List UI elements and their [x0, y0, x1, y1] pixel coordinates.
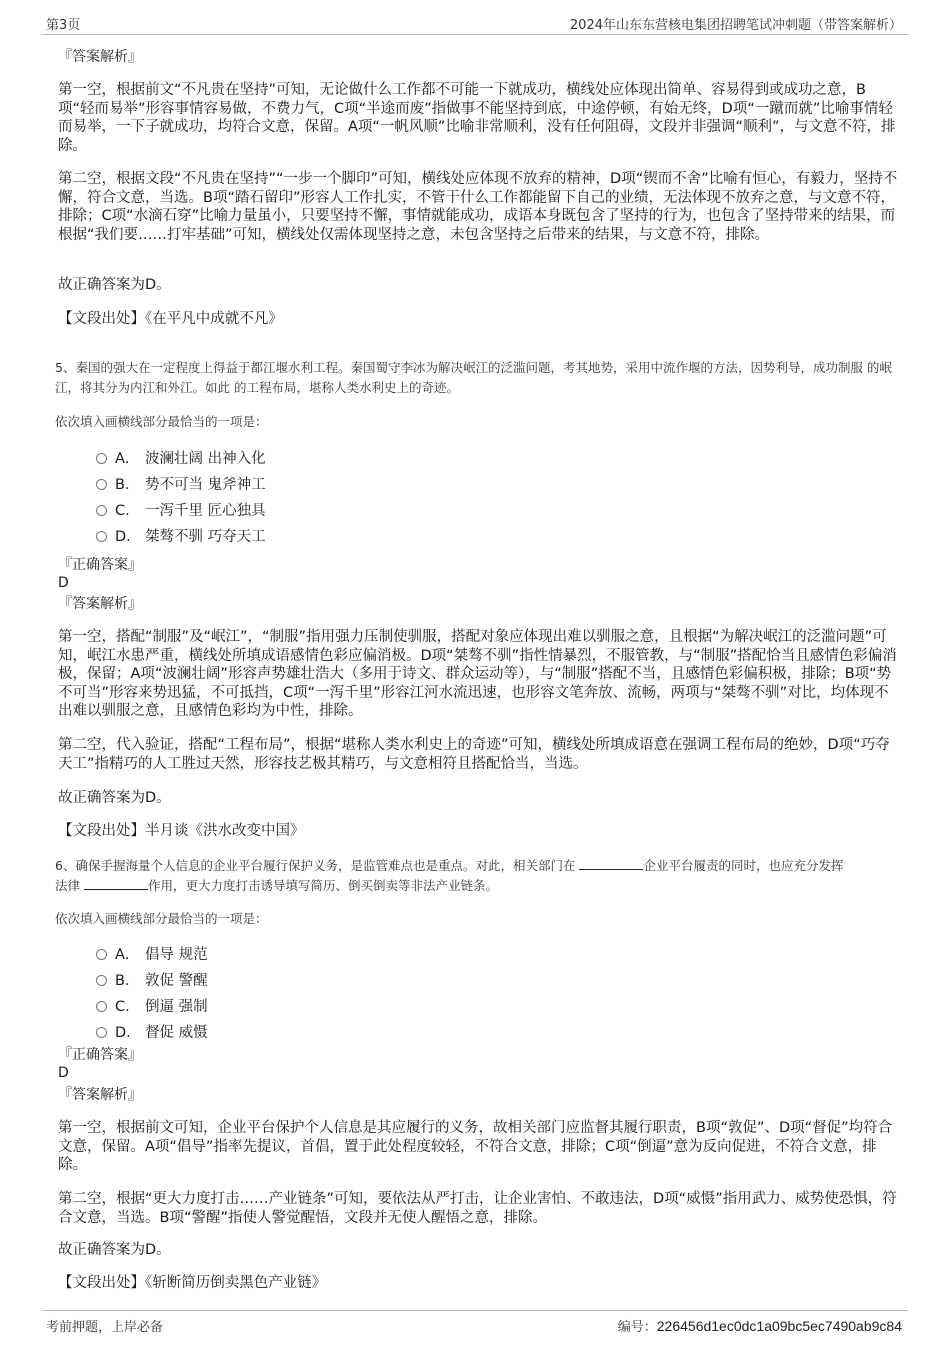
analysis-paragraph: 第一空，根据前文“不凡贵在坚持”可知，无论做什么工作都不可能一下就成功，横线处应体现出简单、容易得到或成功之意，B项“轻而易举”形容事情容易做，不费力气，C项“半途而废”指做事不能坚持到底，中途停顿，有始无终，D项“一蹴而就”比喻事情轻而易举，一下子就成功，均符合文意，保留。A项“一帆风顺”比喻非常顺利，没有任何阻碍，文段并非强调“顺利”，与文意不符，排除。 — [58, 82, 896, 154]
analysis-label: 『答案解析』 — [58, 49, 142, 65]
answer-conclusion: 故正确答案为D。 — [58, 790, 171, 806]
radio-button[interactable] — [96, 505, 107, 516]
fill-blank — [579, 857, 643, 870]
question-stem: 5、秦国的强大在一定程度上得益于都江堰水利工程。秦国蜀守李冰为解决岷江的泛滥问题，考其地势，采用中流作堰的方法，因势利导，成功制服 的岷江，将其分为内江和外江。如此 的工程布局，堪称人类水利史上的奇迹。 — [55, 360, 892, 395]
option-d[interactable]: D． 督促 威慑 — [96, 1024, 208, 1042]
fill-blank — [84, 877, 148, 890]
analysis-paragraph: 第二空，根据文段“不凡贵在坚持”“一步一个脚印”可知，横线处应体现不放弃的精神，D项“锲而不舍”比喻有恒心，有毅力，坚持不懈，符合文意，当选。B项“踏石留印”形容人工作扎实，不管干什么工作都能留下自己的业绩，无法体现不放弃之意，与文意不符，排除；C项“水滴石穿”比喻力量虽小，只要坚持不懈，事情就能成功，成语本身既包含了坚持的行为，也包含了坚持带来的结果，而根据“我们要……打牢基础”可知，横线处仅需体现坚持之意，未包含坚持之后带来的结果，与文意不符，排除。 — [58, 171, 898, 243]
page-footer — [42, 1310, 908, 1335]
analysis-paragraph: 第一空，根据前文可知，企业平台保护个人信息是其应履行的义务，故相关部门应监督其履行职责，B项“敦促”、D项“督促”均符合文意，保留。A项“倡导”指率先提议，首倡，置于此处程度较轻，不符合文意，排除；C项“倒逼”意为反向促进，不符合文意，排除。 — [58, 1120, 893, 1173]
question-prompt: 依次填入画横线部分最恰当的一项是： — [55, 911, 268, 926]
correct-answer: D — [58, 575, 69, 591]
analysis-label: 『答案解析』 — [58, 596, 142, 612]
option-b[interactable]: B． 敦促 警醒 — [96, 972, 208, 990]
option-d[interactable]: D． 桀骜不驯 巧夺天工 — [96, 528, 266, 546]
radio-button[interactable] — [96, 1027, 107, 1038]
radio-button[interactable] — [96, 1001, 107, 1012]
page-header — [42, 12, 908, 35]
question-stem: 6、确保手握海量个人信息的企业平台履行保护义务，是监管难点也是重点。对此，相关部门在 企业平台履责的同时，也应充分发挥 法律 作用，更大力度打击诱导填写简历、倒买倒卖等非法产业链条。 — [55, 858, 844, 893]
passage-source: 【文段出处】《在平凡中成就不凡》 — [58, 311, 283, 327]
analysis-paragraph: 第二空，根据“更大力度打击……产业链条”可知，要依法从严打击，让企业害怕、不敢违法，D项“威慑”指用武力、威势使恐惧，符合文意，当选。B项“警醒”指使人警觉醒悟，文段并无使人醒悟之意，排除。 — [58, 1191, 897, 1226]
page-number: 第3页 — [46, 18, 81, 33]
correct-answer-label: 『正确答案』 — [58, 557, 142, 573]
option-a[interactable]: A． 倡导 规范 — [96, 946, 208, 964]
document-title: 2024年山东东营核电集团招聘笔试冲刺题（带答案解析） — [569, 18, 902, 33]
analysis-label: 『答案解析』 — [58, 1087, 142, 1103]
radio-button[interactable] — [96, 975, 107, 986]
option-b[interactable]: B． 势不可当 鬼斧神工 — [96, 476, 266, 494]
footer-slogan: 考前押题，上岸必备 — [46, 1320, 164, 1335]
radio-button[interactable] — [96, 531, 107, 542]
document-code: 编号：226456d1ec0dc1a09bc5ec7490ab9c84 — [617, 1318, 902, 1335]
option-c[interactable]: C． 倒逼 强制 — [96, 998, 208, 1016]
question-prompt: 依次填入画横线部分最恰当的一项是： — [55, 414, 268, 429]
option-a[interactable]: A． 波澜壮阔 出神入化 — [96, 450, 266, 468]
analysis-paragraph: 第二空，代入验证，搭配“工程布局”，根据“堪称人类水利史上的奇迹”可知，横线处所填成语意在强调工程布局的绝妙，D项“巧夺天工”指精巧的人工胜过天然，形容技艺极其精巧，与文意相符且搭配恰当，当选。 — [58, 737, 890, 772]
passage-source: 【文段出处】《斩断简历倒卖黑色产业链》 — [58, 1275, 327, 1291]
analysis-paragraph: 第一空，搭配“制服”及“岷江”，“制服”指用强力压制使驯服，搭配对象应体现出难以驯服之意，且根据“为解决岷江的泛滥问题”可知，岷江水患严重，横线处所填成语感情色彩应偏消极。D项“桀骜不驯”指性情暴烈，不服管教，与“制服”搭配恰当且感情色彩偏消极，保留；A项“波澜壮阔”形容声势雄壮浩大（多用于诗文、群众运动等），与“制服”搭配不当，且感情色彩偏积极，排除；B项“势不可当”形容来势迅猛，不可抵挡，C项“一泻千里”形容江河水流迅速，也形容文笔奔放、流畅，两项与“桀骜不驯”对比，均体现不出难以驯服之意，且感情色彩均为中性，排除。 — [58, 629, 897, 719]
passage-source: 【文段出处】半月谈《洪水改变中国》 — [58, 823, 305, 839]
answer-conclusion: 故正确答案为D。 — [58, 1242, 171, 1258]
answer-conclusion: 故正确答案为D。 — [58, 277, 171, 293]
radio-button[interactable] — [96, 949, 107, 960]
correct-answer-label: 『正确答案』 — [58, 1047, 142, 1063]
correct-answer: D — [58, 1065, 69, 1081]
radio-button[interactable] — [96, 479, 107, 490]
option-c[interactable]: C． 一泻千里 匠心独具 — [96, 502, 266, 520]
radio-button[interactable] — [96, 453, 107, 464]
